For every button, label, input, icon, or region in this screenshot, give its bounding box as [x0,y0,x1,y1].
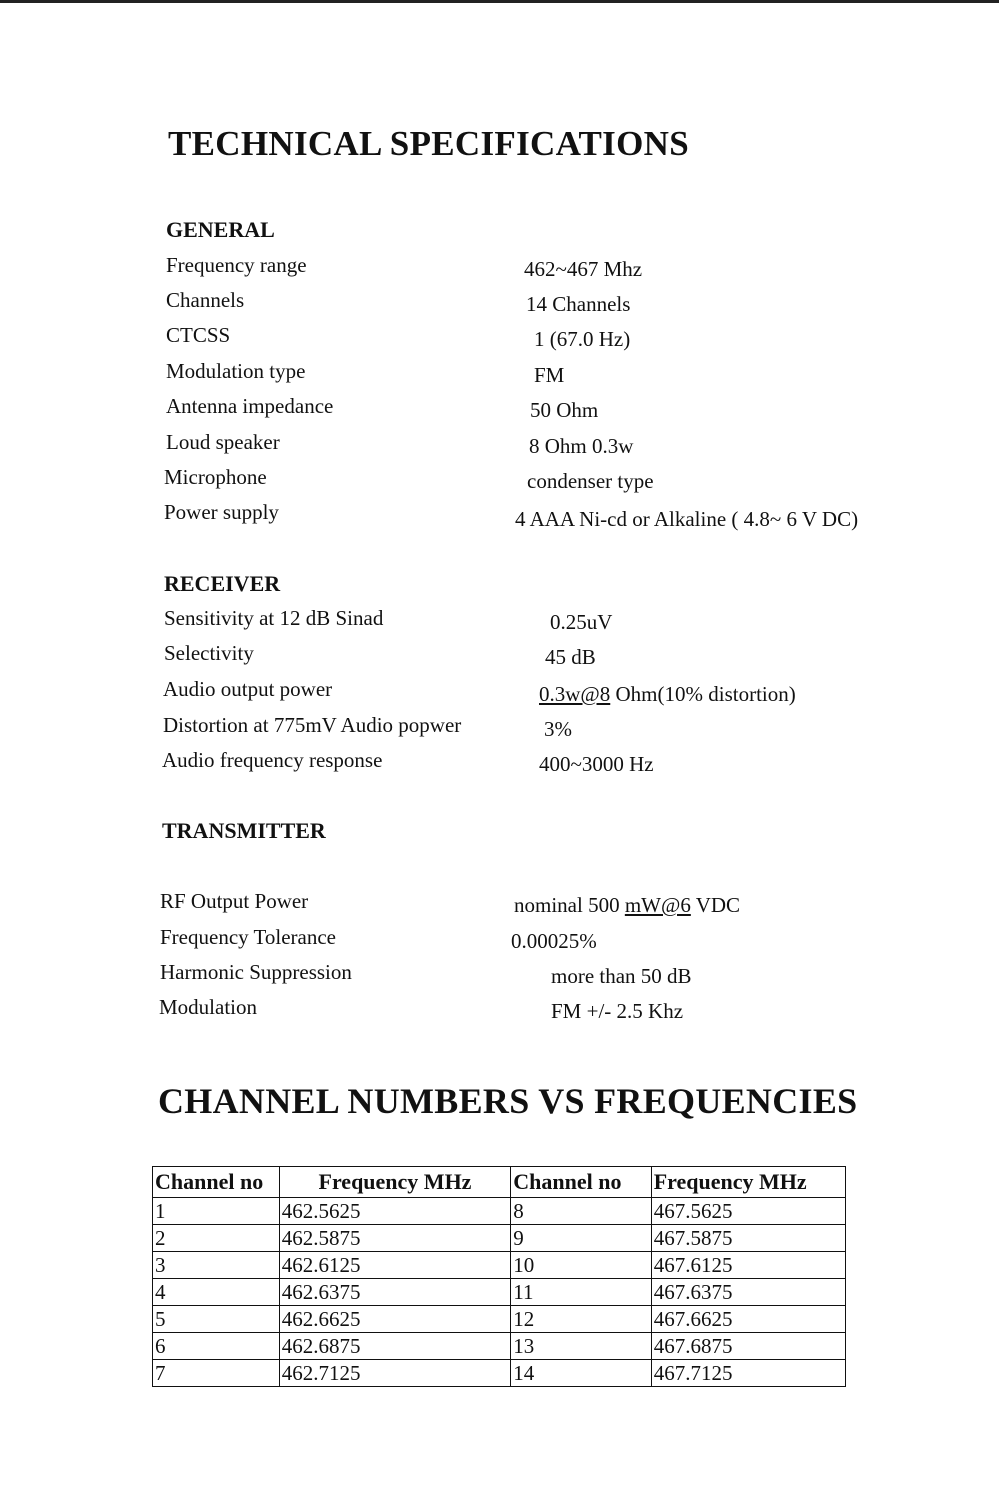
column-header: Channel no [511,1167,651,1198]
table-row [153,1252,846,1279]
spec-row-rf-output-power [0,889,999,921]
table-row [153,1279,846,1306]
table-cell: 467.6125 [651,1252,845,1279]
spec-row-loud-speaker [0,430,999,462]
table-row [153,1360,846,1387]
table-row [153,1225,846,1252]
table-cell: 467.5875 [651,1225,845,1252]
spec-row-harmonic-suppression [0,960,999,992]
spec-value: FM [534,363,565,387]
spec-value: 462~467 Mhz [524,257,643,281]
spec-value: 45 dB [545,645,596,669]
spec-value: condenser type [527,469,654,493]
spec-row-distortion [0,713,999,745]
table-cell: 7 [153,1360,280,1387]
spec-value: 0.25uV [550,610,613,634]
table-cell: 6 [153,1333,280,1360]
spec-label: Antenna impedance [166,394,334,418]
table-cell: 462.6875 [279,1333,511,1360]
channel-section-title: CHANNEL NUMBERS VS FREQUENCIES [158,1081,858,1121]
value-rest: Ohm(10% distortion) [610,682,796,706]
spec-row-modulation-type [0,359,999,391]
page-title: TECHNICAL SPECIFICATIONS [168,124,689,163]
spec-row-frequency-tolerance [0,925,999,957]
table-cell: 462.5625 [279,1198,511,1225]
table-cell: 462.5875 [279,1225,511,1252]
table-cell: 462.6625 [279,1306,511,1333]
spec-row-audio-frequency-response [0,748,999,780]
column-header: Channel no [153,1167,280,1198]
spec-label: Power supply [164,500,279,524]
table-cell: 9 [511,1225,651,1252]
spec-label: Audio frequency response [162,748,383,772]
column-header: Frequency MHz [279,1167,511,1198]
channel-frequency-table [152,1166,846,1387]
table-cell: 4 [153,1279,280,1306]
table-cell: 5 [153,1306,280,1333]
spec-value: 14 Channels [526,292,631,316]
spec-value: 0.00025% [511,929,597,953]
table-cell: 467.6875 [651,1333,845,1360]
spec-label: RF Output Power [160,889,309,913]
spec-row-modulation [0,995,999,1027]
spec-label: Distortion at 775mV Audio popwer [163,713,462,737]
table-cell: 3 [153,1252,280,1279]
spec-row-channels [0,288,999,320]
table-cell: 467.6625 [651,1306,845,1333]
spec-row-selectivity [0,641,999,673]
spec-row-frequency-range [0,253,999,285]
table-cell: 1 [153,1198,280,1225]
spec-label: Sensitivity at 12 dB Sinad [164,606,384,630]
spec-row-antenna-impedance [0,394,999,426]
spec-label: Modulation type [166,359,306,383]
spec-value: more than 50 dB [551,964,692,988]
spec-label: Loud speaker [166,430,280,454]
spec-label: Harmonic Suppression [160,960,352,984]
spec-value: 50 Ohm [530,398,599,422]
table-cell: 462.6125 [279,1252,511,1279]
table-row [153,1198,846,1225]
table-row [153,1333,846,1360]
spec-row-ctcss [0,323,999,355]
spec-label: Channels [166,288,245,312]
table-cell: 13 [511,1333,651,1360]
table-cell: 10 [511,1252,651,1279]
general-heading: GENERAL [166,217,275,242]
top-border-rule [0,0,999,3]
spec-label: Modulation [159,995,257,1019]
spec-value [514,893,740,918]
table-cell: 467.7125 [651,1360,845,1387]
spec-value: FM +/- 2.5 Khz [551,999,684,1023]
table-cell: 2 [153,1225,280,1252]
value-rest: VDC [690,893,741,917]
spec-row-microphone [0,465,999,497]
transmitter-heading: TRANSMITTER [162,818,326,843]
spec-row-sensitivity [0,606,999,638]
spec-label: Selectivity [164,641,254,665]
table-cell: 462.7125 [279,1360,511,1387]
receiver-heading: RECEIVER [164,571,281,596]
spec-value: 1 (67.0 Hz) [534,327,631,351]
table-cell: 467.5625 [651,1198,845,1225]
spec-label: Frequency range [166,253,307,277]
column-header: Frequency MHz [651,1167,845,1198]
table-cell: 8 [511,1198,651,1225]
spec-value: 4 AAA Ni-cd or Alkaline ( 4.8~ 6 V DC) [515,507,859,531]
spec-label: Microphone [164,465,267,489]
spec-label: CTCSS [166,323,231,347]
table-cell: 462.6375 [279,1279,511,1306]
spec-row-audio-output-power [0,677,999,709]
table-row [153,1306,846,1333]
table-header-row [153,1167,846,1198]
table-cell: 11 [511,1279,651,1306]
value-pre: nominal 500 [514,893,625,917]
underlined-value: 0.3w@8 [539,682,611,706]
spec-value: 400~3000 Hz [539,752,654,776]
table-cell: 12 [511,1306,651,1333]
underlined-value: mW@6 [624,893,691,917]
spec-value [539,682,796,707]
spec-value: 8 Ohm 0.3w [529,434,634,458]
spec-value: 3% [544,717,572,741]
spec-row-power-supply [0,500,999,532]
spec-label: Audio output power [163,677,333,701]
table-cell: 14 [511,1360,651,1387]
spec-label: Frequency Tolerance [160,925,336,949]
table-cell: 467.6375 [651,1279,845,1306]
